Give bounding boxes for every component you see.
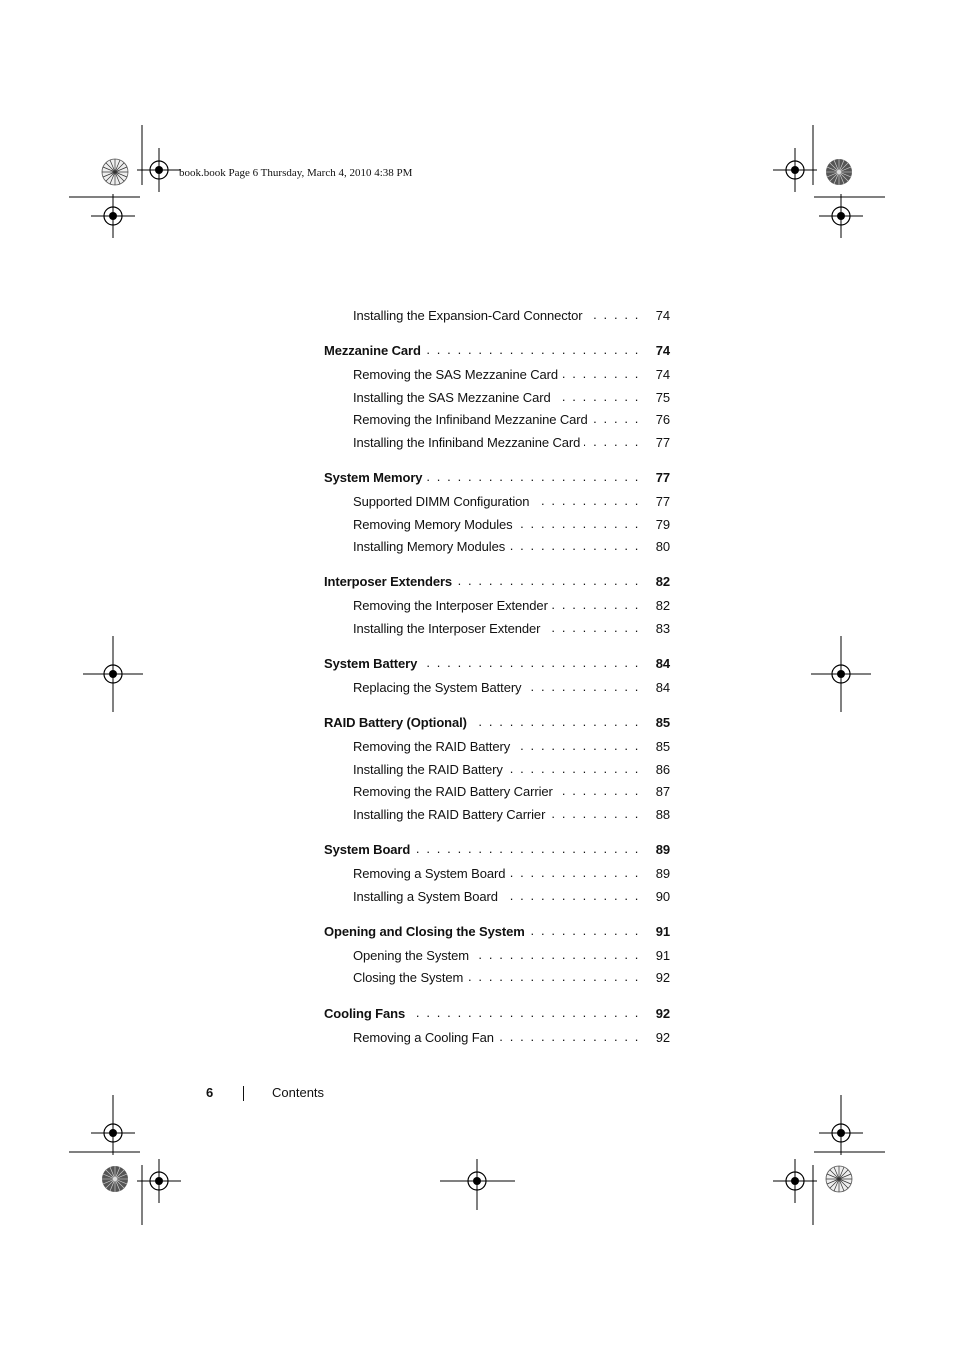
toc-section-entry [324, 922, 670, 940]
footer-label: Contents [272, 1085, 325, 1100]
toc-entry-page: 89 [655, 865, 670, 881]
toc-entry-title: System Battery [324, 655, 418, 671]
toc-entry-title: RAID Battery (Optional) [324, 714, 467, 730]
toc-entry-page: 77 [655, 493, 670, 509]
toc-subentry [353, 737, 670, 755]
toc-subentry [353, 433, 670, 451]
toc-leader-dots [498, 1028, 640, 1046]
toc-entry-title: Installing Memory Modules [353, 538, 506, 554]
toc-leader-dots [509, 537, 640, 555]
toc-entry-page: 76 [655, 411, 670, 427]
toc-leader-dots [592, 410, 640, 428]
toc-subentry [353, 410, 670, 428]
toc-entry-title: Removing the SAS Mezzanine Card [353, 366, 559, 382]
toc-leader-dots [409, 1004, 640, 1022]
toc-leader-dots [514, 737, 640, 755]
footer-divider [243, 1086, 244, 1101]
toc-entry-title: Removing the RAID Battery [353, 738, 511, 754]
toc-leader-dots [544, 619, 640, 637]
toc-entry-page: 74 [655, 366, 670, 382]
toc-leader-dots [529, 922, 640, 940]
toc-leader-dots [525, 678, 640, 696]
toc-entry-page: 74 [655, 342, 670, 358]
toc-section-entry [324, 572, 670, 590]
toc-subentry [353, 365, 670, 383]
toc-leader-dots [414, 840, 640, 858]
toc-entry-title: Replacing the System Battery [353, 679, 522, 695]
toc-subentry [353, 946, 670, 964]
toc-leader-dots [562, 365, 640, 383]
toc-entry-page: 90 [655, 888, 670, 904]
toc-entry-title: Opening the System [353, 947, 469, 963]
toc-entry-title: Removing the Interposer Extender [353, 597, 548, 613]
toc-entry-page: 82 [655, 573, 670, 589]
toc-subentry [353, 537, 670, 555]
toc-leader-dots [425, 341, 640, 359]
toc-entry-title: Removing Memory Modules [353, 516, 513, 532]
toc-subentry [353, 782, 670, 800]
toc-subentry [353, 306, 670, 324]
toc-entry-title: Installing a System Board [353, 888, 498, 904]
toc-section-entry [324, 1004, 670, 1022]
toc-entry-title: Removing a System Board [353, 865, 506, 881]
toc-entry-title: Removing the Infiniband Mezzanine Card [353, 411, 588, 427]
toc-leader-dots [471, 713, 640, 731]
toc-entry-title: Removing a Cooling Fan [353, 1029, 494, 1045]
toc-entry-page: 80 [655, 538, 670, 554]
toc-leader-dots [426, 468, 640, 486]
toc-subentry [353, 492, 670, 510]
print-slug: book.book Page 6 Thursday, March 4, 2010 4:38 PM [179, 167, 413, 179]
toc-leader-dots [584, 433, 640, 451]
toc-entry-page: 85 [655, 738, 670, 754]
toc-subentry [353, 515, 670, 533]
toc-entry-page: 84 [655, 679, 670, 695]
toc-entry-page: 79 [655, 516, 670, 532]
toc-entry-title: Installing the RAID Battery Carrier [353, 806, 546, 822]
toc-subentry [353, 864, 670, 882]
toc-leader-dots [533, 492, 640, 510]
toc-entry-page: 91 [655, 923, 670, 939]
toc-subentry [353, 805, 670, 823]
toc-entry-page: 89 [655, 841, 670, 857]
toc-entry-title: Opening and Closing the System [324, 923, 525, 939]
toc-leader-dots [507, 760, 640, 778]
toc-subentry [353, 619, 670, 637]
toc-entry-title: Installing the Expansion-Card Connector [353, 307, 583, 323]
toc-subentry [353, 678, 670, 696]
toc-leader-dots [421, 654, 640, 672]
toc-entry-page: 92 [655, 969, 670, 985]
toc-leader-dots [557, 782, 640, 800]
toc-entry-title: System Memory [324, 469, 423, 485]
toc-entry-title: Closing the System [353, 969, 464, 985]
toc-entry-page: 77 [655, 469, 670, 485]
toc-entry-title: Cooling Fans [324, 1005, 406, 1021]
toc-subentry [353, 887, 670, 905]
toc-entry-title: Interposer Extenders [324, 573, 453, 589]
toc-entry-page: 74 [655, 307, 670, 323]
toc-leader-dots [552, 596, 640, 614]
toc-entry-page: 92 [655, 1005, 670, 1021]
toc-entry-title: Installing the Interposer Extender [353, 620, 541, 636]
toc-entry-title: Removing the RAID Battery Carrier [353, 783, 553, 799]
toc-leader-dots [549, 805, 640, 823]
toc-section-entry [324, 713, 670, 731]
toc-leader-dots [587, 306, 640, 324]
toc-subentry [353, 596, 670, 614]
toc-entry-page: 77 [655, 434, 670, 450]
toc-subentry [353, 760, 670, 778]
toc-entry-page: 85 [655, 714, 670, 730]
toc-subentry [353, 1028, 670, 1046]
toc-leader-dots [509, 864, 640, 882]
toc-leader-dots [456, 572, 640, 590]
toc-entry-title: Installing the Infiniband Mezzanine Card [353, 434, 581, 450]
toc-entry-page: 91 [655, 947, 670, 963]
toc-section-entry [324, 840, 670, 858]
toc-entry-page: 86 [655, 761, 670, 777]
toc-entry-page: 82 [655, 597, 670, 613]
toc-entry-page: 75 [655, 389, 670, 405]
toc-entry-title: Installing the RAID Battery [353, 761, 503, 777]
toc-entry-title: Supported DIMM Configuration [353, 493, 530, 509]
toc-section-entry [324, 468, 670, 486]
toc-entry-title: System Board [324, 841, 411, 857]
toc-entry-page: 84 [655, 655, 670, 671]
toc-leader-dots [517, 515, 640, 533]
page-number: 6 [206, 1085, 214, 1100]
toc-entry-page: 92 [655, 1029, 670, 1045]
toc-entry-page: 87 [655, 783, 670, 799]
toc-subentry [353, 388, 670, 406]
toc-entry-title: Mezzanine Card [324, 342, 421, 358]
toc-leader-dots [555, 388, 640, 406]
toc-section-entry [324, 654, 670, 672]
toc-leader-dots [473, 946, 640, 964]
toc-section-entry [324, 341, 670, 359]
toc-entry-page: 88 [655, 806, 670, 822]
toc-entry-page: 83 [655, 620, 670, 636]
toc-subentry [353, 968, 670, 986]
toc-leader-dots [467, 968, 640, 986]
toc-entry-title: Installing the SAS Mezzanine Card [353, 389, 551, 405]
toc-leader-dots [502, 887, 640, 905]
